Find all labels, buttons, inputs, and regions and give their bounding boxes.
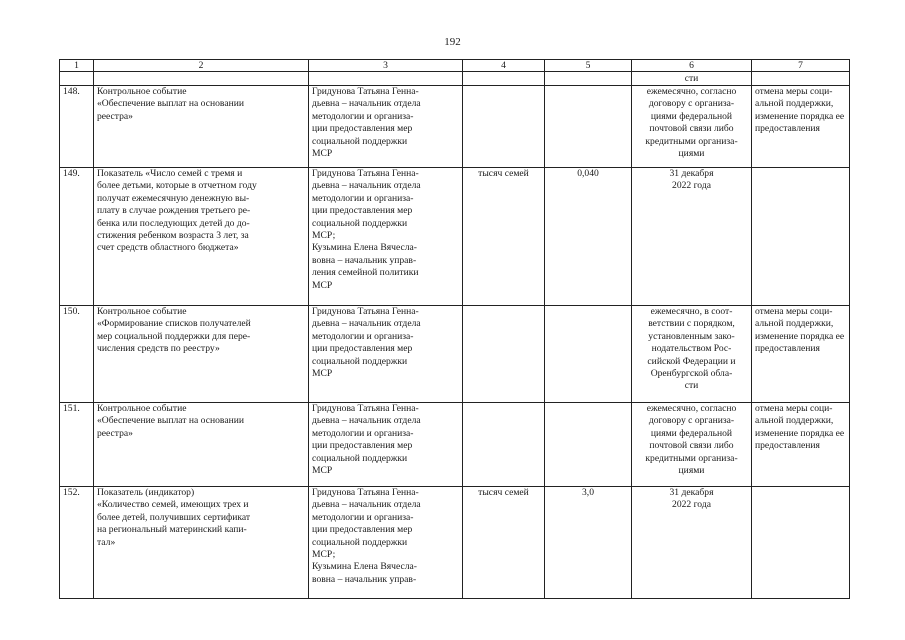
row-value: [545, 403, 632, 487]
row-risk: [752, 487, 850, 599]
row-number: 149.: [60, 168, 94, 306]
continuation-cell: [463, 72, 545, 86]
row-number: 151.: [60, 403, 94, 487]
row-unit: [463, 86, 545, 168]
continuation-cell: [94, 72, 309, 86]
row-term: ежемесячно, согласно договору с организа- циями федеральной почтовой связи либо кредитными организа- циями: [632, 403, 752, 487]
row-name: Контрольное событие «Формирование списков получателей мер социальной поддержки для пере- числения средств по реестру»: [94, 306, 309, 403]
column-number-cell: 6: [632, 60, 752, 72]
column-number-cell: 3: [309, 60, 463, 72]
measures-table: [59, 59, 850, 599]
row-term: ежемесячно, согласно договору с организа- циями федеральной почтовой связи либо кредитными организа- циями: [632, 86, 752, 168]
row-number: 152.: [60, 487, 94, 599]
row-term: 31 декабря 2022 года: [632, 487, 752, 599]
column-number-cell: 1: [60, 60, 94, 72]
row-term: ежемесячно, в соот- ветствии с порядком, установленным зако- нодательством Рос- сийской Федерации и Оренбургской обла- сти: [632, 306, 752, 403]
row-name: Показатель (индикатор) «Количество семей, имеющих трех и более детей, получивших сертификат на региональный материнский капи- тал»: [94, 487, 309, 599]
row-value: 3,0: [545, 487, 632, 599]
table-row: [60, 487, 850, 599]
row-responsible: Гридунова Татьяна Генна- дьевна – начальник отдела методологии и организа- ции предоставления мер социальной поддержки МСР: [309, 403, 463, 487]
column-number-cell: 7: [752, 60, 850, 72]
row-risk: отмена меры соци- альной поддержки, изменение порядка ее предоставления: [752, 86, 850, 168]
row-responsible: Гридунова Татьяна Генна- дьевна – начальник отдела методологии и организа- ции предоставления мер социальной поддержки МСР; Кузьмина Елена Вячесла- вовна – начальник управ-: [309, 487, 463, 599]
row-risk: [752, 168, 850, 306]
row-number: 150.: [60, 306, 94, 403]
column-number-cell: 4: [463, 60, 545, 72]
row-name: Контрольное событие «Обеспечение выплат на основании реестра»: [94, 86, 309, 168]
column-number-row: [60, 60, 850, 72]
column-number-cell: 2: [94, 60, 309, 72]
continuation-cell: [60, 72, 94, 86]
row-unit: тысяч семей: [463, 168, 545, 306]
row-unit: тысяч семей: [463, 487, 545, 599]
row-value: 0,040: [545, 168, 632, 306]
table-row: [60, 168, 850, 306]
row-unit: [463, 403, 545, 487]
table-row: [60, 403, 850, 487]
continuation-cell: [752, 72, 850, 86]
row-name: Показатель «Число семей с тремя и более детьми, которые в отчетном году получат ежемесячную денежную вы- плату в случае рождения третьего ре- бенка или последующих детей до до- стижения ребенком возраста 3 лет, за счет средств областного бюджета»: [94, 168, 309, 306]
page-number: 192: [444, 36, 461, 48]
continuation-cell: сти: [632, 72, 752, 86]
row-name: Контрольное событие «Обеспечение выплат на основании реестра»: [94, 403, 309, 487]
row-responsible: Гридунова Татьяна Генна- дьевна – начальник отдела методологии и организа- ции предоставления мер социальной поддержки МСР: [309, 86, 463, 168]
row-risk: отмена меры соци- альной поддержки, изменение порядка ее предоставления: [752, 403, 850, 487]
continuation-cell: [545, 72, 632, 86]
row-value: [545, 306, 632, 403]
table-row: [60, 86, 850, 168]
row-responsible: Гридунова Татьяна Генна- дьевна – начальник отдела методологии и организа- ции предоставления мер социальной поддержки МСР; Кузьмина Елена Вячесла- вовна – начальник управ- ления семейной политики МСР: [309, 168, 463, 306]
column-number-cell: 5: [545, 60, 632, 72]
row-risk: отмена меры соци- альной поддержки, изменение порядка ее предоставления: [752, 306, 850, 403]
row-value: [545, 86, 632, 168]
table-row: [60, 306, 850, 403]
row-term: 31 декабря 2022 года: [632, 168, 752, 306]
row-responsible: Гридунова Татьяна Генна- дьевна – начальник отдела методологии и организа- ции предоставления мер социальной поддержки МСР: [309, 306, 463, 403]
row-number: 148.: [60, 86, 94, 168]
continuation-row: [60, 72, 850, 86]
row-unit: [463, 306, 545, 403]
continuation-cell: [309, 72, 463, 86]
